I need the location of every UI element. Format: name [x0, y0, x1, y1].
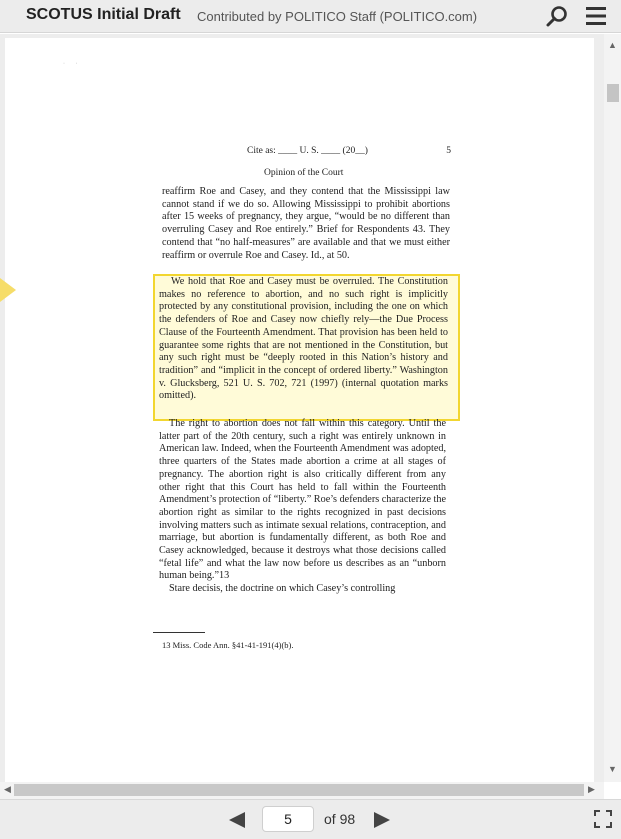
paragraph-4-text: Stare decisis, the doctrine on which Casey’s controlling: [169, 583, 396, 595]
page-number-input[interactable]: 5: [262, 806, 314, 832]
scan-specks: · ·: [63, 61, 78, 67]
paragraph-1: reaffirm Roe and Casey, and they contend that the Mississippi law cannot stand if we do so. Allowing Mississippi to prohibit abortions after 15 weeks of pregnancy, they argue, “would be no different than overruling Casey and Roe entirely.” Brief for Respondents 43. They contend that “no half-measures” are available and that we must either reaffirm or overrule Roe and Casey. Id., at 50.: [162, 186, 450, 261]
top-toolbar: [0, 0, 621, 33]
contributor-text: Contributed by POLITICO Staff (POLITICO.com): [197, 9, 478, 24]
highlighted-paragraph: We hold that Roe and Casey must be overruled. The Constitution makes no reference to abortion, and no such right is implicitly protected by any constitutional provision, including the one on which the defenders of Roe and Casey now chiefly rely—the Due Process Clause of the Fourteenth Amendment. That provision has been held to guarantee some rights that are not mentioned in the Constitution, but any such right must be “deeply rooted in this Nation’s history and tradition” and “implicit in the concept of ordered liberty.” Washington v. Glucksberg, 521 U. S. 702, 721 (1997) (internal quotation marks omitted).: [159, 276, 448, 402]
scroll-up-icon[interactable]: ▲: [608, 40, 617, 50]
footnote-divider: [153, 632, 205, 633]
paragraph-3: [159, 418, 446, 596]
vertical-scrollbar[interactable]: [604, 34, 621, 782]
scroll-left-icon[interactable]: ◀: [4, 784, 11, 794]
previous-page-icon[interactable]: [227, 810, 247, 830]
vertical-scroll-thumb[interactable]: [607, 84, 619, 102]
pagination-bar: [0, 799, 621, 839]
scroll-right-icon[interactable]: ▶: [588, 784, 595, 794]
fullscreen-icon[interactable]: [594, 810, 612, 828]
document-page: [5, 38, 594, 782]
search-icon[interactable]: [545, 4, 569, 28]
scroll-down-icon[interactable]: ▼: [608, 764, 617, 774]
paragraph-3-text: The right to abortion does not fall within this category. Until the latter part of the 20th century, such a right was entirely unknown in American law. Indeed, when the Fourteenth Amendment was adopted, three quarters of the States made abortion a crime at all stages of pregnancy. The abortion right is also critically different from any other right that this Court has held to fall within the Fourteenth Amendment’s protection of “liberty.” Roe’s defenders characterize the abortion right as similar to the rights recognized in past decisions involving matters such as intimate sexual relations, contraception, and marriage, but abortion is fundamentally different, as both Roe and Casey acknowledged, because it destroys what those decisions called “fetal life” and what the law now before us describes as an “unborn human being.”13: [159, 418, 446, 582]
horizontal-scroll-thumb[interactable]: [14, 784, 584, 796]
footnote-13: 13 Miss. Code Ann. §41-41-191(4)(b).: [162, 640, 294, 650]
section-heading: Opinion of the Court: [264, 168, 344, 178]
document-viewer[interactable]: [0, 34, 604, 782]
citation-line: Cite as: ____ U. S. ____ (20__): [247, 146, 368, 156]
total-pages-label: of 98: [324, 811, 356, 827]
horizontal-scrollbar[interactable]: [0, 782, 604, 799]
page-marker-icon: [0, 278, 16, 302]
next-page-icon[interactable]: [372, 810, 392, 830]
hamburger-menu-icon[interactable]: [585, 5, 607, 27]
document-title: SCOTUS Initial Draft: [26, 6, 181, 23]
page-number-label: 5: [446, 146, 451, 156]
